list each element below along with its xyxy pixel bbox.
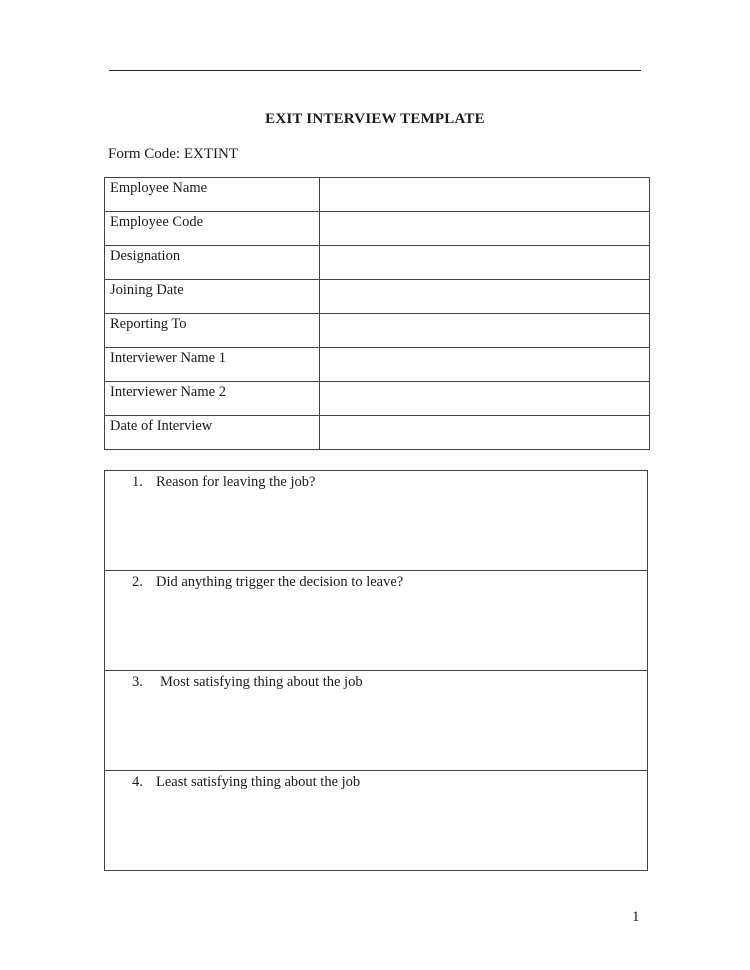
table-row (105, 314, 650, 348)
reporting-to-label: Reporting To (105, 314, 320, 348)
date-of-interview-field[interactable] (320, 416, 650, 450)
question-row (105, 471, 648, 571)
question-text: Least satisfying thing about the job (156, 774, 361, 790)
question-number: 2. (132, 574, 143, 590)
question-number: 1. (132, 474, 143, 490)
page-number: 1 (632, 909, 640, 925)
question-2-answer-box[interactable] (105, 571, 648, 671)
interviewer-name-1-label: Interviewer Name 1 (105, 348, 320, 382)
question-number: 3. (132, 674, 143, 690)
employee-name-label: Employee Name (105, 178, 320, 212)
date-of-interview-label: Date of Interview (105, 416, 320, 450)
table-row (105, 348, 650, 382)
table-row (105, 280, 650, 314)
employee-code-label: Employee Code (105, 212, 320, 246)
reporting-to-field[interactable] (320, 314, 650, 348)
table-row (105, 416, 650, 450)
question-row (105, 671, 648, 771)
question-3-answer-box[interactable] (105, 671, 648, 771)
designation-label: Designation (105, 246, 320, 280)
employee-name-field[interactable] (320, 178, 650, 212)
header-rule (109, 70, 641, 71)
questions-table (104, 470, 648, 871)
joining-date-label: Joining Date (105, 280, 320, 314)
question-row (105, 571, 648, 671)
table-row (105, 178, 650, 212)
question-text: Most satisfying thing about the job (160, 674, 363, 690)
question-4-answer-box[interactable] (105, 771, 648, 871)
question-1-answer-box[interactable] (105, 471, 648, 571)
form-code: Form Code: EXTINT (108, 146, 238, 162)
table-row (105, 382, 650, 416)
question-text: Reason for leaving the job? (156, 474, 316, 490)
table-row (105, 212, 650, 246)
interviewer-name-2-label: Interviewer Name 2 (105, 382, 320, 416)
question-text: Did anything trigger the decision to leave? (156, 574, 404, 590)
joining-date-field[interactable] (320, 280, 650, 314)
interviewer-name-2-field[interactable] (320, 382, 650, 416)
designation-field[interactable] (320, 246, 650, 280)
question-number: 4. (132, 774, 143, 790)
page-title: EXIT INTERVIEW TEMPLATE (265, 111, 485, 127)
question-row (105, 771, 648, 871)
employee-code-field[interactable] (320, 212, 650, 246)
employee-info-table (104, 177, 650, 450)
table-row (105, 246, 650, 280)
interviewer-name-1-field[interactable] (320, 348, 650, 382)
